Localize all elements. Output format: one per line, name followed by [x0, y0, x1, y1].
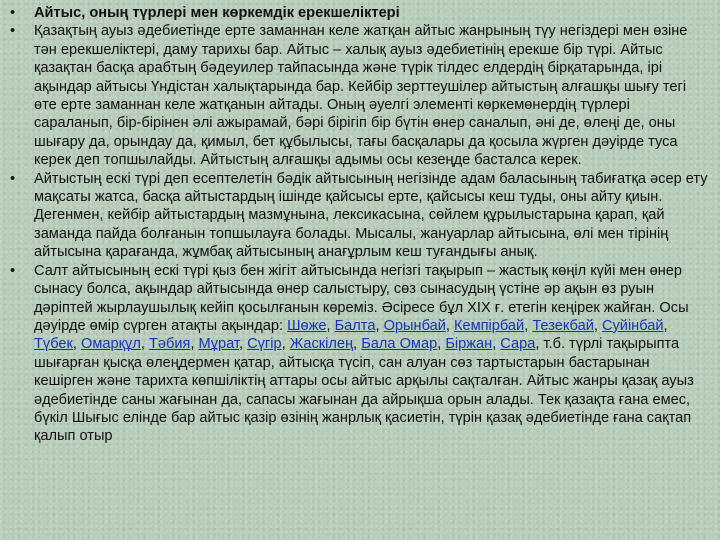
poet-link[interactable]: Кемпірбай	[453, 317, 525, 334]
slide-heading: Айтыс, оның түрлері мен көркемдік ерекшеліктері	[34, 5, 400, 21]
bullet-item-paragraph	[8, 262, 710, 446]
poet-link[interactable]: Тәбия	[148, 336, 191, 353]
bullet-icon: •	[10, 170, 16, 187]
poet-link[interactable]: Сара	[500, 336, 536, 353]
paragraph-text: Қазақтың ауыз әдебиетінде ерте заманнан келе жатқан айтыс жанрының түу негіздері мен өзіне тән ерекшеліктері, даму тарихы бар. Айтыс – халық ауыз әдебиетінің ерекше бір түрі. Айтыс қазақтан басқа арабтың бәдеуилер тайпасында және түрік тілдес елдердің бірқатарында, ірі ақындар айтысы Үндістан халықтарында бар. Кейбір зерттеушілер айтыстың алғашқы шығу тегі өте ерте заманнан келе жатқанын айтады. Оның әуелгі элементі көркемөнердің түрлері сараланып, бір-бірінен әлі ажырамай, бәрі бірігіп бір бүтін өнер саналып, әні де, өлеңі де, оны шығару да, орындау да, қимыл, бет құбылысы, тағы басқалары да қосыла жүрген дәуірде туса керек деп топшылайды. Айтыстың алғашқы адымы осы кезеңде басталса керек.	[34, 23, 688, 169]
bullet-item-heading	[8, 4, 710, 22]
poet-link[interactable]: Орынбай	[383, 317, 446, 334]
bullet-icon: •	[10, 23, 16, 40]
poet-link[interactable]: Сүгір	[247, 336, 282, 353]
poet-link[interactable]: Тезекбай	[532, 317, 594, 334]
bullet-item-paragraph	[8, 170, 710, 262]
poet-name-links: Шөже, Балта, Орынбай, Кемпірбай, Тезекбай, Суйінбай, Түбек, Омарқұл, Тәбия, Мұрат, Сүгір, Жаскілең, Бала Омар, Біржан, Сара	[34, 317, 668, 353]
poet-link[interactable]: Түбек	[34, 336, 73, 353]
poet-link[interactable]: Балта	[334, 317, 376, 334]
poet-link[interactable]: Шөже	[287, 317, 327, 334]
poet-link[interactable]: Омарқұл	[81, 336, 141, 353]
bullet-list	[8, 4, 710, 446]
bullet-icon: •	[10, 262, 16, 279]
poet-link[interactable]: Біржан	[445, 336, 493, 353]
bullet-item-paragraph	[8, 22, 710, 169]
poet-link[interactable]: Суйінбай	[601, 317, 664, 334]
bullet-icon: •	[10, 5, 16, 21]
paragraph-outro: , т.б. түрлі тақырыпта шығарған қысқа өлеңдермен қатар, айтысқа түсіп, сан алуан сөз тартыстарын бастарынан кешірген және тарихта көпшіліктің аттары осы айтыс арқылы сақталған. Айтыс жанры қазақ ауыз әдебиетінде саны жағынан да, сапасы жағынан да айрықша орын алады. Тек қазақта ғана емес, бүкіл Шығыс елінде бар айтыс қазір өзінің жанрлық қасиетін, түрін қазақ әдебиетінде ғана сақтап қалып отыр	[34, 336, 694, 445]
poet-link[interactable]: Бала Омар	[361, 336, 438, 353]
paragraph-text: Айтыстың ескі түрі деп есептелетін бәдік айтысының негізінде адам баласының табиғатқа әсер ету мақсаты жатса, басқа айтыстардың ішінде қайсысы ерте, қайсысы кеш туды, оны айту қиын. Дегенмен, кейбір айтыстардың мазмұнына, лексикасына, сөйлем құрылыстарына қарап, қай заманда пайда болғанын топшылауға болады. Мысалы, жануарлар айтысына, өлі мен тірінің айтысына қарағанда, жұмбақ айтысының анағұрлым кеш туғандығы анық.	[34, 170, 708, 261]
poet-link[interactable]: Мұрат	[198, 336, 239, 353]
paragraph-intro: Салт айтысының ескі түрі қыз бен жігіт айтысында негізгі тақырып – жастық көңіл күйі мен өнер сынасу болса, ақындар айтысында өнер салыстыру, сөз сынасудың үстіне әр ақын өз руын дәріптей жырлаушылық кейіп қосылғанын көреміз. Әсіресе бұл ХІХ ғ. етегін кеңірек жайған. Осы дәуірде өмір сүрген атақты ақындар:	[34, 262, 689, 334]
poet-link[interactable]: Жаскілең	[289, 336, 354, 353]
